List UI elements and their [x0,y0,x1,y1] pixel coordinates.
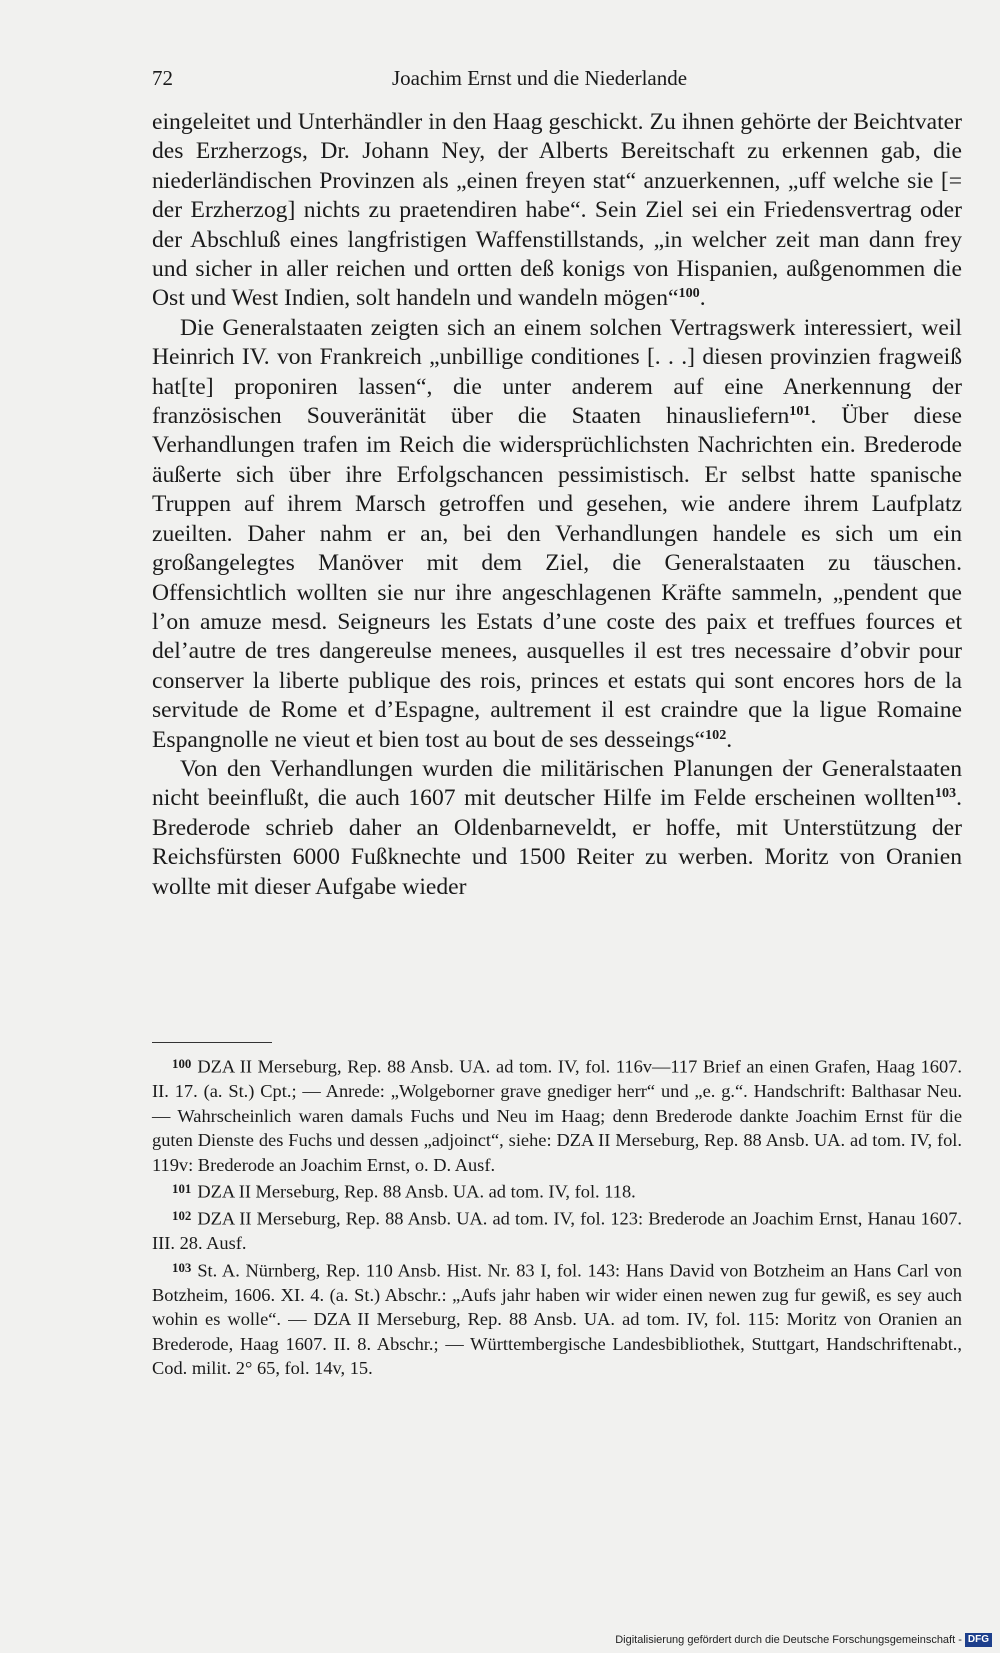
main-text [152,108,962,902]
footnote-number: 101 [172,1182,192,1196]
paragraph-3 [152,755,962,902]
footnote-ref-103[interactable]: 103 [934,785,957,802]
footnote-text: St. A. Nürnberg, Rep. 110 Ansb. Hist. Nr. 83 I, fol. 143: Hans David von Botzheim an Hans Carl von Botzheim, 1606. XI. 4. (a. St.) Abschr.: „Aufs jahr haben wir wider einen newen zug fur gewiß, es sey auch wohin es wolle“. — DZA II Merseburg, Rep. 88 Ansb. UA. ad tom. IV, fol. 115: Moritz von Oranien an Brederode, Haag 1607. II. 8. Abschr.; — Württembergische Landesbibliothek, Stuttgart, Handschriftenabt., Cod. milit. 2° 65, fol. 14v, 15. [152,1260,962,1378]
paragraph-tail: . [699,285,706,312]
paragraph-text: Von den Verhandlungen wurden die militärischen Planungen der Generalstaaten nicht beeinflußt, die auch 1607 mit deutscher Hilfe im Felde erscheinen wollten [152,755,962,812]
digitization-credit [615,1631,992,1649]
paragraph-text: Die Generalstaaten zeigten sich an einem solchen Vertragswerk interessiert, weil Heinrich IV. von Frankreich „unbillige conditiones [. . .] diesen provinzien fragweiß hat[te] proponiren lassen“, die unter anderem auf eine Anerkennung der französischen Souveränität über die Staaten hinausliefern [152,314,962,430]
page-number: 72 [152,66,173,90]
running-header [152,66,712,96]
paragraph-text-cont: . Über diese Verhandlungen trafen im Reich die widersprüchlichsten Nachrichten ein. Brederode äußerte sich über ihre Erfolgschancen pessimistisch. Er selbst hatte spanische Truppen auf ihrem Marsch getroffen und gesehen, wie andere ihrem Laufplatz zueilten. Daher nahm er an, bei den Verhandlungen handele es sich um ein großangelegtes Manöver mit dem Ziel, die Generalstaaten zu täuschen. Offensichtlich wollten sie nur ihre angeschlagenen Kräfte sammeln, „pendent que l’on amuze mesd. Seigneurs les Estats d’une coste des paix et treffues fources et del’autre de tres dangereulse menees, ausquelles il est tres necessaire d’obvir pour conserver la liberte publique des rois, princes et estats qui sont encores hors de la servitude de Rome et d’Espagne, aultrement il est craindre que la ligue Romaine Espangnolle ne vieut et bien tost au bout de ses desseings“ [152,403,962,753]
dfg-logo: DFG [965,1633,992,1647]
footnote-text: DZA II Merseburg, Rep. 88 Ansb. UA. ad tom. IV, fol. 123: Brederode an Joachim Ernst, Hanau 1607. III. 28. Ausf. [152,1208,962,1253]
footnote-number: 100 [172,1057,192,1071]
footnote-ref-101[interactable]: 101 [789,403,811,420]
paragraph-tail: . [726,726,733,753]
footnote-100 [152,1052,962,1177]
footnote-divider [152,1042,272,1043]
paragraph-2 [152,314,962,755]
credit-text: Digitalisierung gefördert durch die Deutsche Forschungsgemeinschaft - [615,1634,962,1646]
footnote-101 [152,1177,962,1204]
footnote-ref-102[interactable]: 102 [705,726,727,743]
paragraph-1 [152,108,962,314]
running-title: Joachim Ernst und die Niederlande [392,66,688,90]
footnote-text: DZA II Merseburg, Rep. 88 Ansb. UA. ad tom. IV, fol. 116v—117 Brief an einen Grafen, Haag 1607. II. 17. (a. St.) Cpt.; — Anrede: „Wolgeborner grave gnediger herr“ und „e. g.“. Handschrift: Balthasar Neu. — Wahrscheinlich waren damals Fuchs und Neu im Haag; denn Brederode dankte Joachim Ernst für die guten Dienste des Fuchs und dessen „adjoinct“, siehe: DZA II Merseburg, Rep. 88 Ansb. UA. ad tom. IV, fol. 119v: Brederode an Joachim Ernst, o. D. Ausf. [152,1056,962,1175]
footnote-number: 103 [172,1260,192,1275]
footnote-text: DZA II Merseburg, Rep. 88 Ansb. UA. ad tom. IV, fol. 118. [197,1181,636,1202]
paragraph-text-cont: . Brederode schrieb daher an Oldenbarneveldt, er hoffe, mit Unterstützung der Reichsfürsten 6000 Fußknechte und 1500 Reiter zu werben. Moritz von Oranien wollte mit dieser Aufgabe wieder [152,785,962,900]
footnotes [152,1052,962,1381]
footnote-103 [152,1256,962,1381]
footnote-102 [152,1204,962,1256]
footnote-ref-100[interactable]: 100 [678,285,700,302]
paragraph-text: eingeleitet und Unterhändler in den Haag geschickt. Zu ihnen gehörte der Beichtvater des Erzherzogs, Dr. Johann Ney, der Alberts Bereitschaft zu erkennen gab, die niederländischen Provinzen als „einen freyen stat“ anzuerkennen, „uff welche sie [= der Erzherzog] nichts zu praetendiren habe“. Sein Ziel sei ein Friedensvertrag oder der Abschluß eines langfristigen Waffenstillstands, „in welcher zeit man dann frey und sicher in aller reichen und ortten deß konigs von Hispanien, außgenommen die Ost und West Indien, solt handeln und wandeln mögen“ [152,109,962,312]
footnote-number: 102 [172,1209,192,1223]
